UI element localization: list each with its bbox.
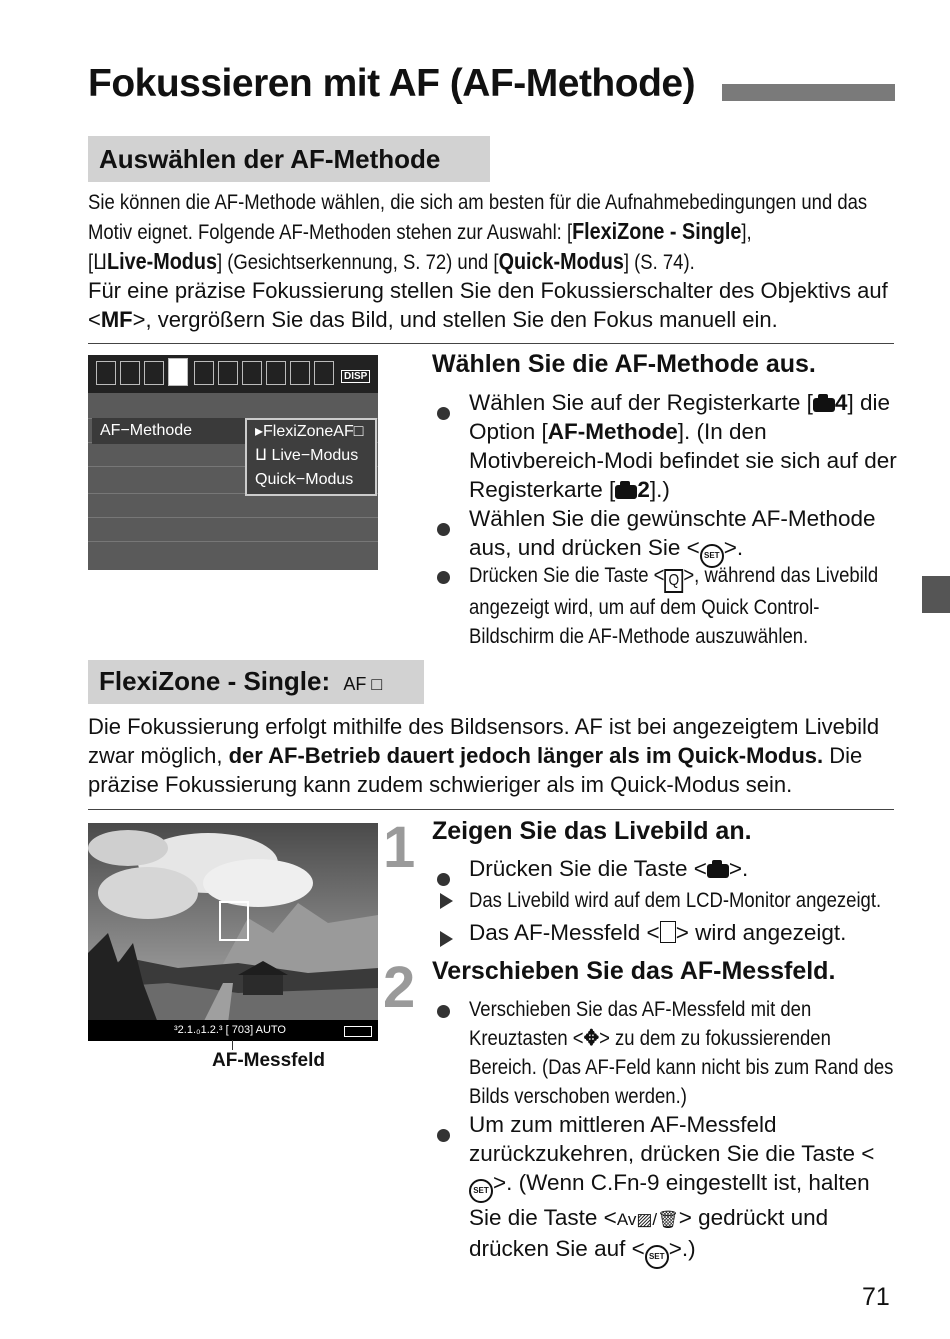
divider-1 (88, 343, 894, 344)
b1-tab-number: 4 (834, 390, 848, 415)
av-erase-keys-icon: Av▨/🗑 (616, 1210, 679, 1229)
step-1-heading: Zeigen Sie das Livebild an. (432, 817, 752, 845)
menu-label-af-methode: AF−Methode (92, 418, 250, 444)
bullet-dot (437, 1005, 450, 1018)
step-2-bullet-1 (437, 995, 950, 1111)
b3-text-a: Drücken Sie die Taste < (469, 563, 665, 587)
s2-b1-text-b: > zu dem zu fokussierenden Bereich. (Das AF-Feld kann nicht bis zum Rand des Bilds verschoben werden.) (469, 1026, 894, 1108)
intro-flexizone: FlexiZone - Single (572, 218, 742, 244)
b1-text-g: ].) (649, 477, 670, 502)
b3-text-b: >, während das Livebild angezeigt wird, um auf dem Quick Control-Bildschirm die AF-Methode auszuwählen. (469, 563, 879, 648)
camera-icon (813, 394, 835, 412)
cross-keys-icon: ✥ (583, 1026, 600, 1050)
intro-text-d: ] (Gesichtserkennung, S. 72) und [ (216, 250, 499, 274)
b2-text-a: Wählen Sie die gewünschte AF-Methode aus, und drücken Sie < (469, 506, 876, 560)
mf-text-a: Für eine präzise Fokussierung stellen Sie den Fokussierschalter des Objektivs auf < (88, 278, 888, 332)
page-number: 71 (862, 1283, 890, 1311)
menu-option-live: ⵡ Live−Modus (255, 447, 359, 464)
af-point-icon (660, 921, 676, 943)
camera-menu-screenshot (88, 355, 378, 570)
b1-text-a: Wählen Sie auf der Registerkarte [ (469, 390, 813, 415)
b1-tab-number-2: 2 (637, 477, 650, 502)
result-arrow-icon (440, 893, 453, 909)
intro-text-e: ] (S. 74). (623, 250, 695, 274)
step-1-bullet (437, 854, 897, 883)
mf-text-c: >, vergrößern Sie das Bild, und stellen Sie den Fokus manuell ein. (132, 307, 778, 332)
step-number-2: 2 (383, 955, 416, 1020)
s2-b2-text-b: >. (Wenn C.Fn-9 eingestellt ist, halten Sie die Taste < (469, 1170, 870, 1230)
flexizone-text-a: Die Fokussierung erfolgt mithilfe des Bildsensors. AF ist bei angezeigtem Livebild zwar möglich, (88, 714, 880, 768)
s1-text-a: Drücken Sie die Taste < (469, 856, 707, 881)
step-2-bullet-2 (437, 1110, 897, 1269)
intro-quick-modus: Quick-Modus (498, 248, 624, 274)
flexizone-text-bold: der AF-Betrieb dauert jedoch länger als im Quick-Modus. (228, 743, 824, 768)
intro-paragraph: Sie können die AF-Methode wählen, die sich am besten für die Aufnahmebedingungen und das Motiv eignet. Folgende AF-Methoden stehen zur Auswahl: [FlexiZone - Single], [ⵡLive-Modus] (Gesichtserkennung, S. 72) und [Quick-Modus] (S. 74). (88, 190, 868, 274)
divider-2 (88, 809, 894, 810)
caption-leader-line (232, 1040, 233, 1050)
battery-icon (344, 1026, 372, 1037)
flexizone-heading-text: FlexiZone - Single: (99, 666, 331, 696)
title-bar-decoration (722, 84, 895, 101)
af-single-icon: AF □ (343, 674, 383, 694)
bullet-dot (437, 571, 450, 584)
menu-option-quick: Quick−Modus (255, 471, 354, 488)
section-heading-flexizone (88, 660, 424, 704)
step-select-bullet-3 (437, 561, 950, 651)
q-button-icon: Q (664, 569, 683, 593)
bullet-dot (437, 873, 450, 886)
set-button-icon: SET (700, 544, 724, 568)
b2-text-b: >. (723, 535, 744, 560)
af-point-frame (219, 901, 249, 941)
camera-icon (615, 481, 637, 499)
step-select-bullet-2 (437, 504, 897, 568)
step-number-1: 1 (383, 815, 416, 880)
bullet-dot (437, 1129, 450, 1142)
set-button-icon: SET (645, 1245, 669, 1269)
intro-text-a: Sie können die AF-Methode wählen, die sich am besten für die Aufnahmebedingungen und das Motiv eignet. Folgende AF-Methoden stehen zur Auswahl: [ (88, 190, 868, 244)
s2-b2-text-c: > gedrückt und drücken Sie auf < (469, 1205, 829, 1261)
step-1-result-1 (440, 886, 950, 915)
flexizone-text-c: Die präzise Fokussierung kann zudem schwieriger als im Quick-Modus sein. (88, 743, 863, 797)
af-messfeld-caption: AF-Messfeld (212, 1050, 325, 1071)
intro-live-modus: Live-Modus (107, 248, 217, 274)
chapter-tab-marker (922, 576, 950, 613)
active-tab-camera-icon (168, 358, 188, 386)
mf-label: MF (100, 307, 133, 332)
disp-icon: DISP (341, 370, 370, 383)
face-icon: ⵡ (93, 250, 108, 274)
b1-text-c: ] die Option [ (469, 390, 890, 444)
live-view-screenshot (88, 823, 378, 1041)
step-select-bullet-1 (437, 388, 897, 504)
s1-result-2-text-b: > wird angezeigt. (675, 920, 847, 945)
page-title: Fokussieren mit AF (AF-Methode) (88, 62, 696, 105)
section-heading-af-methode: Auswählen der AF-Methode (88, 136, 490, 182)
intro-text-c: ], (741, 220, 752, 244)
step-select-heading: Wählen Sie die AF-Methode aus. (432, 350, 816, 378)
result-arrow-icon (440, 931, 453, 947)
s2-b2-text-d: >.) (668, 1236, 696, 1261)
bullet-dot (437, 523, 450, 536)
set-button-icon: SET (469, 1179, 493, 1203)
live-view-camera-icon (707, 860, 729, 878)
s2-b1-text-a: Verschieben Sie das AF-Messfeld mit den Kreuztasten < (469, 997, 812, 1050)
s1-result-2-text-a: Das AF-Messfeld < (469, 920, 660, 945)
s1-text-b: >. (728, 856, 749, 881)
bullet-dot (437, 407, 450, 420)
step-1-result-2 (440, 918, 900, 947)
af-method-dropdown (245, 418, 377, 496)
status-text: ³2.1.₀1.2.³ [ 703] AUTO (174, 1024, 286, 1036)
flexizone-paragraph (88, 712, 898, 799)
menu-tab-bar (88, 355, 378, 393)
live-view-status-bar (88, 1020, 378, 1041)
b1-af-methode: AF-Methode (547, 419, 678, 444)
s1-result-1-text: Das Livebild wird auf dem LCD-Monitor angezeigt. (469, 888, 882, 912)
b1-text-e: ]. (In den Motivbereich-Modi befindet sie sich auf der Registerkarte [ (469, 419, 897, 502)
s2-b2-text-a: Um zum mittleren AF-Messfeld zurückzukehren, drücken Sie die Taste < (469, 1112, 875, 1166)
intro-mf-paragraph (88, 276, 898, 334)
step-2-heading: Verschieben Sie das AF-Messfeld. (432, 957, 836, 985)
menu-option-flexizone: ▸FlexiZoneAF□ (255, 423, 364, 440)
